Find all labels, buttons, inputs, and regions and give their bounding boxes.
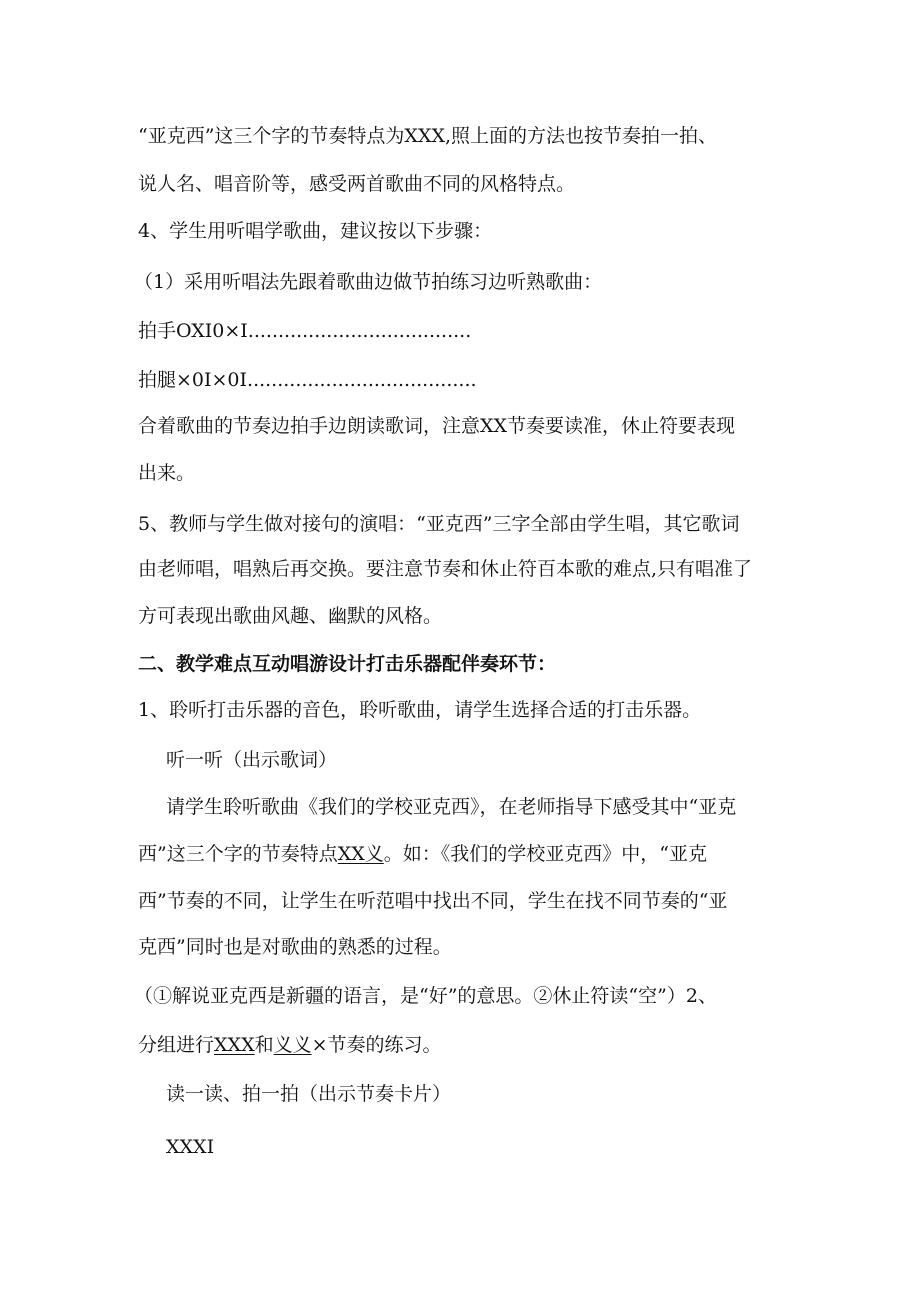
listen-paragraph-line-3: 西”节奏的不同，让学生在听范唱中找出不同，学生在找不同节奏的“亚 (138, 890, 728, 912)
note-paragraph-line-2 (138, 1032, 442, 1058)
section-2-heading: 二、教学难点互动唱游设计打击乐器配伴奏环节： (138, 653, 557, 675)
read-clap-heading: 读一读、拍一拍（出示节奏卡片） (166, 1083, 452, 1105)
group-text-a: 分组进行 (138, 1034, 215, 1056)
rhythm-underlined-xx: XX义 (337, 843, 384, 865)
paragraph-clap-read-line-1: 合着歌曲的节奏边拍手边朗读歌词，注意XX节奏要读准，休止符要表现 (138, 415, 736, 437)
listen-paragraph-line-4: 克西”同时也是对歌曲的熟悉的过程。 (138, 936, 452, 958)
step-1-listen: 1、聆听打击乐器的音色，聆听歌曲，请学生选择合适的打击乐器。 (138, 699, 702, 721)
step-5-line-2: 由老师唱，唱熟后再交换。要注意节奏和休止符百本歌的难点,只有唱准了 (138, 558, 753, 580)
group-text-b: 和 (254, 1034, 274, 1056)
step-5-line-3: 方可表现出歌曲风趣、幽默的风格。 (138, 605, 443, 627)
listen-text-b: 。如：《我们的学校亚克西》中，“亚克 (383, 843, 707, 865)
substep-1: （1）采用听唱法先跟着歌曲边做节拍练习边听熟歌曲： (134, 271, 603, 293)
step-5-line-1: 5、教师与学生做对接句的演唱：“亚克西”三字全部由学生唱，其它歌词 (138, 513, 740, 535)
paragraph-clap-read-line-2: 出来。 (138, 462, 196, 484)
step-4-heading: 4、学生用听唱学歌曲，建议按以下步骤： (138, 220, 493, 242)
paragraph-rhythm-line-2: 说人名、唱音阶等，感受两首歌曲不同的风格特点。 (138, 173, 576, 195)
rhythm-underlined-yiyi: 义义 (273, 1034, 312, 1056)
rhythm-card-xxxi: XXXI (166, 1136, 215, 1158)
rhythm-underlined-xxx: XXX (214, 1034, 255, 1056)
listen-paragraph-line-2 (138, 841, 707, 867)
clap-hands-rhythm: 拍手OXI0×I..................................... (138, 320, 472, 342)
paragraph-rhythm-line-1: “亚克西”这三个字的节奏特点为XXX,照上面的方法也按节奏拍一拍、 (138, 125, 718, 147)
listen-paragraph-line-1: 请学生聆听歌曲《我们的学校亚克西》，在老师指导下感受其中“亚克 (166, 796, 737, 818)
listen-text-a: 西”这三个字的节奏特点 (138, 843, 338, 865)
group-text-c: ×节奏的练习。 (311, 1034, 442, 1056)
note-paragraph-line-1: （①解说亚克西是新疆的语言，是“好”的意思。②休止符读“空”）2、 (134, 985, 717, 1007)
pat-legs-rhythm: 拍腿×0I×0I...................................... (138, 369, 477, 391)
listen-heading: 听一听（出示歌词） (166, 749, 338, 771)
